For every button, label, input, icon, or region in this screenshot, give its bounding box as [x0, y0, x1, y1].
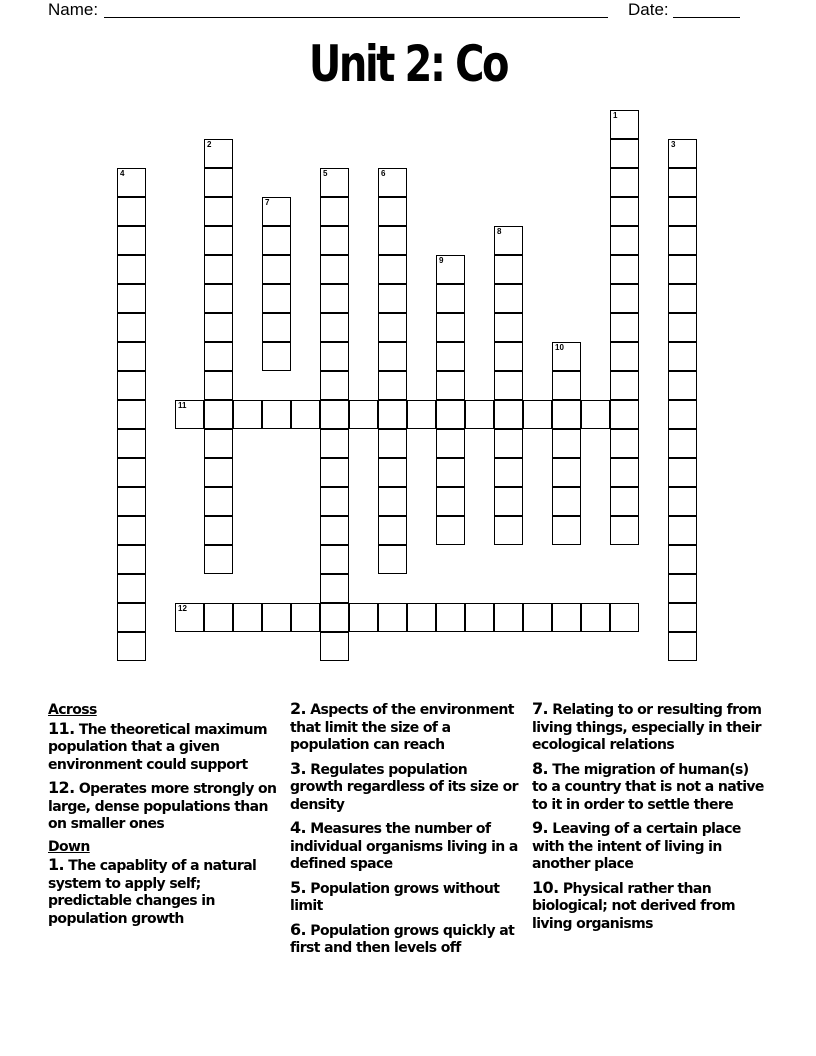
cell-number: 10	[555, 343, 564, 352]
grid-cell[interactable]	[320, 458, 349, 487]
clue-number: 12.	[48, 778, 75, 797]
grid-cell[interactable]	[320, 342, 349, 371]
grid-cell[interactable]	[494, 400, 523, 429]
grid-cell[interactable]	[175, 400, 204, 429]
clue-text: The capablity of a natural system to apply self; predictable changes in population growth	[48, 858, 257, 927]
grid-cell[interactable]	[117, 516, 146, 545]
clue-number: 2.	[290, 699, 307, 718]
grid-cell[interactable]	[610, 342, 639, 371]
grid-cell[interactable]	[436, 516, 465, 545]
grid-cell[interactable]	[378, 429, 407, 458]
cell-number: 1	[613, 111, 618, 120]
clue-down-7	[532, 700, 764, 755]
grid-cell[interactable]	[320, 429, 349, 458]
grid-cell[interactable]	[204, 545, 233, 574]
grid-cell[interactable]	[204, 516, 233, 545]
grid-cell[interactable]	[291, 603, 320, 632]
grid-cell[interactable]	[668, 139, 697, 168]
grid-cell[interactable]	[436, 255, 465, 284]
cell-number: 7	[265, 198, 270, 207]
grid-cell[interactable]	[320, 371, 349, 400]
grid-cell[interactable]	[494, 458, 523, 487]
grid-cell[interactable]	[204, 139, 233, 168]
grid-cell[interactable]	[407, 603, 436, 632]
clue-down-9	[532, 819, 764, 874]
grid-cell[interactable]	[668, 168, 697, 197]
grid-cell[interactable]	[552, 400, 581, 429]
clues-column-1	[48, 700, 280, 933]
grid-cell[interactable]	[668, 545, 697, 574]
grid-cell[interactable]	[668, 371, 697, 400]
grid-cell[interactable]	[552, 371, 581, 400]
grid-cell[interactable]	[668, 574, 697, 603]
grid-cell[interactable]	[552, 342, 581, 371]
grid-cell[interactable]	[320, 516, 349, 545]
clue-number: 4.	[290, 818, 307, 837]
grid-cell[interactable]	[610, 313, 639, 342]
grid-cell[interactable]	[610, 516, 639, 545]
clue-text: Measures the number of individual organisms living in a defined space	[290, 821, 518, 872]
grid-cell[interactable]	[117, 255, 146, 284]
clue-down-5	[290, 879, 522, 916]
grid-cell[interactable]	[204, 284, 233, 313]
grid-cell[interactable]	[494, 226, 523, 255]
grid-cell[interactable]	[465, 603, 494, 632]
cell-number: 5	[323, 169, 328, 178]
clue-across-12	[48, 779, 280, 834]
clue-down-4	[290, 819, 522, 874]
clue-down-1	[48, 856, 280, 928]
grid-cell[interactable]	[610, 429, 639, 458]
clue-down-3	[290, 760, 522, 815]
grid-cell[interactable]	[668, 429, 697, 458]
grid-cell[interactable]	[552, 516, 581, 545]
grid-cell[interactable]	[552, 458, 581, 487]
grid-cell[interactable]	[610, 371, 639, 400]
grid-cell[interactable]	[436, 313, 465, 342]
clue-text: The migration of human(s) to a country that is not a native to it in order to settle there	[532, 761, 764, 813]
grid-cell[interactable]	[117, 487, 146, 516]
grid-cell[interactable]	[262, 255, 291, 284]
grid-cell[interactable]	[117, 545, 146, 574]
grid-cell[interactable]	[436, 487, 465, 516]
grid-cell[interactable]	[262, 284, 291, 313]
clue-number: 3.	[290, 758, 307, 778]
grid-cell[interactable]	[262, 197, 291, 226]
grid-cell[interactable]	[117, 371, 146, 400]
grid-cell[interactable]	[117, 197, 146, 226]
grid-cell[interactable]	[204, 400, 233, 429]
grid-cell[interactable]	[117, 603, 146, 632]
grid-cell[interactable]	[320, 197, 349, 226]
grid-cell[interactable]	[117, 574, 146, 603]
clue-down-6	[290, 921, 522, 958]
cell-number: 3	[671, 140, 676, 149]
clue-number: 5.	[290, 877, 307, 897]
clues-column-3	[532, 700, 764, 938]
grid-cell[interactable]	[668, 603, 697, 632]
clue-text: Population grows without limit	[290, 880, 500, 914]
grid-cell[interactable]	[117, 458, 146, 487]
clue-down-2	[290, 700, 522, 755]
grid-cell[interactable]	[204, 371, 233, 400]
grid-cell[interactable]	[378, 545, 407, 574]
grid-cell[interactable]	[204, 255, 233, 284]
grid-cell[interactable]	[117, 400, 146, 429]
grid-cell[interactable]	[117, 632, 146, 661]
grid-cell[interactable]	[349, 400, 378, 429]
clue-down-8	[532, 760, 764, 815]
name-label: Name:	[48, 0, 99, 19]
down-heading: Down	[48, 838, 90, 855]
grid-cell[interactable]	[204, 429, 233, 458]
grid-cell[interactable]	[494, 371, 523, 400]
grid-cell[interactable]	[552, 429, 581, 458]
grid-cell[interactable]	[668, 516, 697, 545]
grid-cell[interactable]	[204, 313, 233, 342]
cell-number: 4	[120, 169, 125, 178]
grid-cell[interactable]	[436, 400, 465, 429]
cell-number: 12	[178, 604, 187, 613]
grid-cell[interactable]	[204, 603, 233, 632]
grid-cell[interactable]	[233, 400, 262, 429]
grid-cell[interactable]	[291, 400, 320, 429]
grid-cell[interactable]	[494, 429, 523, 458]
clue-across-11	[48, 720, 280, 775]
clue-text: Relating to or resulting from living things, especially in their ecological relations	[532, 702, 762, 753]
grid-cell[interactable]	[494, 342, 523, 371]
grid-cell[interactable]	[610, 458, 639, 487]
clue-text: Leaving of a certain place with the intent of living in another place	[532, 821, 741, 872]
grid-cell[interactable]	[320, 226, 349, 255]
grid-cell[interactable]	[668, 487, 697, 516]
grid-cell[interactable]	[494, 284, 523, 313]
grid-cell[interactable]	[668, 284, 697, 313]
grid-cell[interactable]	[668, 458, 697, 487]
grid-cell[interactable]	[378, 516, 407, 545]
grid-cell[interactable]	[668, 226, 697, 255]
grid-cell[interactable]	[378, 197, 407, 226]
grid-cell[interactable]	[610, 255, 639, 284]
grid-cell[interactable]	[262, 313, 291, 342]
grid-cell[interactable]	[668, 632, 697, 661]
grid-cell[interactable]	[320, 603, 349, 632]
grid-cell[interactable]	[378, 226, 407, 255]
grid-cell[interactable]	[117, 429, 146, 458]
grid-cell[interactable]	[320, 487, 349, 516]
grid-cell[interactable]	[494, 603, 523, 632]
clue-number: 9.	[532, 818, 549, 837]
grid-cell[interactable]	[436, 603, 465, 632]
grid-cell[interactable]	[668, 313, 697, 342]
grid-cell[interactable]	[552, 603, 581, 632]
cell-number: 6	[381, 169, 386, 178]
grid-cell[interactable]	[523, 400, 552, 429]
grid-cell[interactable]	[378, 487, 407, 516]
grid-cell[interactable]	[320, 400, 349, 429]
grid-cell[interactable]	[262, 400, 291, 429]
cell-number: 9	[439, 256, 444, 265]
grid-cell[interactable]	[552, 487, 581, 516]
grid-cell[interactable]	[610, 110, 639, 139]
grid-cell[interactable]	[610, 603, 639, 632]
grid-cell[interactable]	[320, 284, 349, 313]
across-heading: Across	[48, 702, 97, 718]
clue-down-10	[532, 879, 764, 934]
grid-cell[interactable]	[233, 603, 262, 632]
clue-text: Population grows quickly at first and then levels off	[290, 922, 515, 956]
clue-number: 10.	[532, 877, 559, 897]
grid-cell[interactable]	[262, 603, 291, 632]
grid-cell[interactable]	[378, 168, 407, 197]
cell-number: 2	[207, 140, 212, 149]
clue-number: 8.	[532, 758, 549, 778]
grid-cell[interactable]	[320, 255, 349, 284]
grid-cell[interactable]	[320, 545, 349, 574]
grid-cell[interactable]	[378, 342, 407, 371]
grid-cell[interactable]	[668, 197, 697, 226]
grid-cell[interactable]	[117, 342, 146, 371]
grid-cell[interactable]	[175, 603, 204, 632]
grid-cell[interactable]	[668, 342, 697, 371]
clue-number: 1.	[48, 855, 65, 874]
grid-cell[interactable]	[494, 313, 523, 342]
clue-text: Physical rather than biological; not derived from living organisms	[532, 880, 735, 932]
grid-cell[interactable]	[610, 139, 639, 168]
clue-text: The theoretical maximum population that a given environment could support	[48, 721, 268, 773]
grid-cell[interactable]	[494, 487, 523, 516]
grid-cell[interactable]	[610, 226, 639, 255]
grid-cell[interactable]	[204, 342, 233, 371]
grid-cell[interactable]	[378, 255, 407, 284]
clue-text: Operates more strongly on large, dense populations than on smaller ones	[48, 781, 277, 832]
grid-cell[interactable]	[378, 400, 407, 429]
grid-cell[interactable]	[117, 168, 146, 197]
grid-cell[interactable]	[204, 168, 233, 197]
grid-cell[interactable]	[262, 342, 291, 371]
grid-cell[interactable]	[117, 313, 146, 342]
grid-cell[interactable]	[436, 342, 465, 371]
grid-cell[interactable]	[204, 197, 233, 226]
grid-cell[interactable]	[436, 371, 465, 400]
grid-cell[interactable]	[204, 487, 233, 516]
grid-cell[interactable]	[407, 400, 436, 429]
grid-cell[interactable]	[668, 400, 697, 429]
grid-cell[interactable]	[378, 313, 407, 342]
grid-cell[interactable]	[494, 516, 523, 545]
grid-cell[interactable]	[523, 603, 552, 632]
clue-text: Regulates population growth regardless of its size or density	[290, 761, 518, 813]
grid-cell[interactable]	[581, 400, 610, 429]
grid-cell[interactable]	[204, 458, 233, 487]
page-title: Unit 2: Co	[308, 35, 508, 93]
grid-cell[interactable]	[494, 255, 523, 284]
grid-cell[interactable]	[117, 284, 146, 313]
clues-column-2	[290, 700, 522, 963]
grid-cell[interactable]	[610, 400, 639, 429]
cell-number: 11	[178, 401, 187, 410]
grid-cell[interactable]	[378, 284, 407, 313]
grid-cell[interactable]	[668, 255, 697, 284]
clue-number: 6.	[290, 919, 307, 939]
grid-cell[interactable]	[320, 168, 349, 197]
grid-cell[interactable]	[610, 197, 639, 226]
cell-number: 8	[497, 227, 502, 236]
grid-cell[interactable]	[436, 458, 465, 487]
grid-cell[interactable]	[378, 603, 407, 632]
clue-text: Aspects of the environment that limit the size of a population can reach	[290, 702, 514, 753]
grid-cell[interactable]	[436, 429, 465, 458]
grid-cell[interactable]	[436, 284, 465, 313]
clue-number: 7.	[532, 699, 549, 718]
grid-cell[interactable]	[581, 603, 610, 632]
clue-number: 11.	[48, 718, 75, 738]
grid-cell[interactable]	[610, 284, 639, 313]
grid-cell[interactable]	[117, 226, 146, 255]
grid-cell[interactable]	[320, 574, 349, 603]
grid-cell[interactable]	[465, 400, 494, 429]
grid-cell[interactable]	[610, 168, 639, 197]
date-label: Date:	[628, 0, 669, 19]
grid-cell[interactable]	[378, 371, 407, 400]
grid-cell[interactable]	[320, 632, 349, 661]
grid-cell[interactable]	[262, 226, 291, 255]
grid-cell[interactable]	[349, 603, 378, 632]
grid-cell[interactable]	[610, 487, 639, 516]
grid-cell[interactable]	[320, 313, 349, 342]
grid-cell[interactable]	[204, 226, 233, 255]
grid-cell[interactable]	[378, 458, 407, 487]
